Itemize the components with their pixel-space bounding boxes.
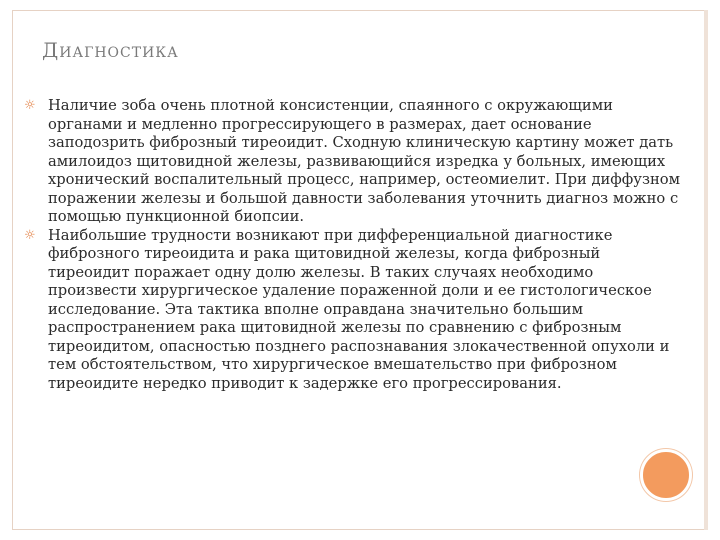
bullet-list: [24, 97, 684, 393]
sun-bullet-icon: ☼: [24, 98, 36, 113]
bullet-text: Наличие зоба очень плотной консистенции, спаянного с окружающими органами и медленно прогрессирующего в размерах, дает основание заподозрить фиброзный тиреоидит. Сходную клиническую картину может дать амилоидоз щитовидной железы, развивающийся изредка у больных, имеющих хронический воспалительный процесс, например, остеомиелит. При диффузном поражении железы и большой давности заболевания уточнить диагноз можно с помощью пункционной биопсии.: [48, 97, 681, 225]
frame-edge: [704, 10, 708, 530]
page-title: Диагностика: [42, 38, 179, 62]
bullet-text: Наибольшие трудности возникают при дифференциальной диагностике фиброзного тиреоидита и рака щитовидной железы, когда фиброзный тиреоидит поражает одну долю железы. В таких случаях необходимо произвести хирургическое удаление пораженной доли и ее гистологическое исследование. Эта тактика вполне оправдана значительно большим распространением рака щитовидной железы по сравнению с фиброзным тиреоидитом, опасностью позднего распознавания злокачественной опухоли и тем обстоятельством, что хирургическое вмешательство при фиброзном тиреоидите нередко приводит к задержке его прогрессирования.: [48, 226, 670, 392]
sun-bullet-icon: ☼: [24, 227, 36, 243]
decorative-circle: [640, 449, 692, 501]
list-item: [24, 97, 684, 227]
list-item: [24, 227, 684, 394]
